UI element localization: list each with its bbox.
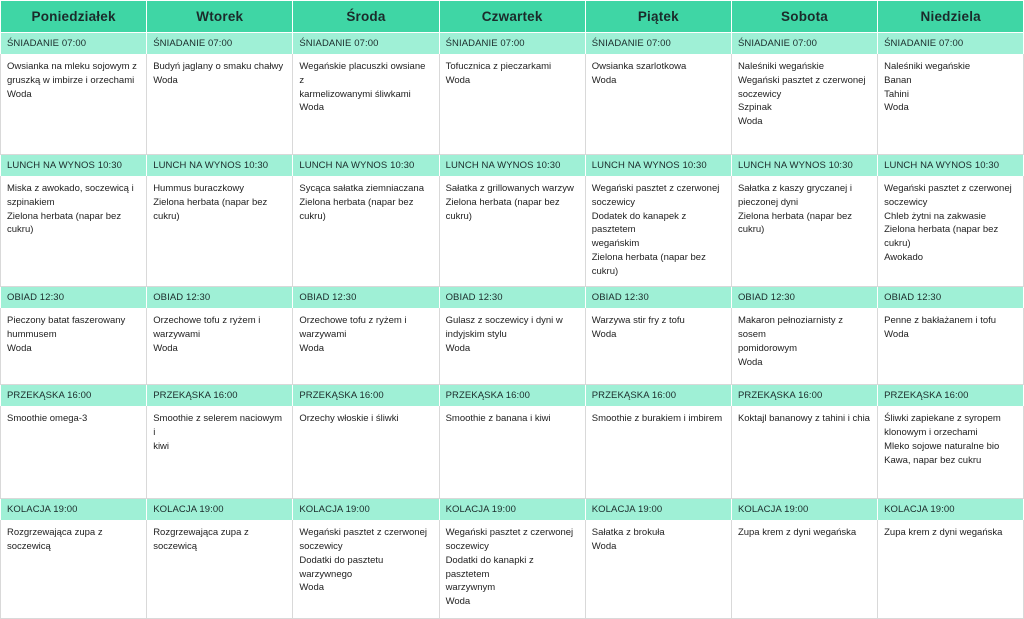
meal-line: Naleśniki wegańskie [737,61,825,72]
meal-line: Warzywa stir fry z tofu [591,315,685,327]
meal-line: Awokado [884,251,924,263]
meal-cell [731,176,877,287]
meal-cell [293,406,439,499]
meal-label-breakfast: ŚNIADANIE 07:00 [878,33,1024,55]
meal-cell [1,176,147,287]
meal-line: pomidorowym [737,342,798,354]
meal-cell [731,520,877,619]
meal-line: Zielona herbata (napar bez cukru) [591,251,706,277]
meal-cell [585,308,731,385]
meal-line: Woda [884,102,909,114]
meal-cell [147,308,293,385]
meal-line: Woda [299,582,325,594]
meal-line: Woda [445,74,471,86]
meal-cell [731,406,877,499]
meal-line: Woda [737,116,763,128]
meal-label-breakfast: ŚNIADANIE 07:00 [147,33,293,55]
meal-line: wegańskim [591,238,640,250]
meal-cell [293,176,439,287]
day-header-wednesday: Środa [293,1,439,33]
meal-line: Naleśniki wegańskie [884,61,971,72]
meal-cell [293,54,439,155]
meal-label-supper: KOLACJA 19:00 [731,499,877,521]
meal-line: Woda [299,102,325,114]
table-header [1,1,1024,33]
meal-label-row-supper [1,499,1024,521]
meal-line: szpinakiem [7,196,55,208]
meal-cell [1,520,147,619]
meal-cell [585,54,731,155]
day-header-saturday: Sobota [731,1,877,33]
meal-line: Pieczony batat faszerowany [7,315,126,327]
meal-cell [731,308,877,385]
meal-cell [878,406,1024,499]
meal-line: Woda [445,342,471,354]
meal-label-obiad: OBIAD 12:30 [147,287,293,309]
meal-body-row-obiad [1,308,1024,385]
meal-cell [1,54,147,155]
meal-label-row-obiad [1,287,1024,309]
meal-cell [1,406,147,499]
meal-body-row-snack [1,406,1024,499]
meal-line: Woda [884,329,909,341]
meal-line: soczewicy [737,88,782,100]
meal-line: Tofucznica z pieczarkami [445,61,552,72]
meal-line: kiwi [153,440,170,452]
meal-label-lunch: LUNCH NA WYNOS 10:30 [293,155,439,177]
meal-cell [731,54,877,155]
meal-line: Mleko sojowe naturalne bio [884,440,1000,452]
meal-cell [878,308,1024,385]
meal-line: Woda [299,342,325,354]
meal-cell [147,406,293,499]
meal-cell [878,54,1024,155]
meal-cell [439,54,585,155]
meal-line: soczewicy [445,541,489,553]
day-header-friday: Piątek [585,1,731,33]
meal-line: Sałatka z grillowanych warzyw [445,183,574,194]
meal-label-snack: PRZEKĄSKA 16:00 [585,385,731,407]
meal-cell [878,176,1024,287]
meal-label-row-breakfast [1,33,1024,55]
meal-label-breakfast: ŚNIADANIE 07:00 [1,33,147,55]
meal-line: Sałatka z brokuła [591,527,665,539]
meal-line: Rozgrzewająca zupa z soczewicą [7,527,103,553]
meal-line: indyjskim stylu [445,329,507,341]
meal-line: Woda [591,74,617,86]
meal-label-obiad: OBIAD 12:30 [439,287,585,309]
meal-label-lunch: LUNCH NA WYNOS 10:30 [731,155,877,177]
meal-line: Woda [7,88,32,100]
meal-line: Wegański pasztet z czerwonej [299,527,427,539]
meal-cell [147,176,293,287]
meal-body-row-breakfast [1,54,1024,155]
meal-line: Kawa, napar bez cukru [884,454,982,466]
meal-line: klonowym i orzechami [884,427,978,439]
meal-line: Chleb żytni na zakwasie [884,210,987,222]
meal-cell [439,520,585,619]
meal-line: Zielona herbata (napar bez cukru) [445,196,560,222]
meal-label-supper: KOLACJA 19:00 [585,499,731,521]
meal-label-lunch: LUNCH NA WYNOS 10:30 [147,155,293,177]
meal-line: Sycąca sałatka ziemniaczana [299,183,424,194]
meal-line: Hummus buraczkowy [153,183,244,194]
meal-line: Orzechowe tofu z ryżem i [153,315,261,327]
day-header-sunday: Niedziela [878,1,1024,33]
meal-cell [585,406,731,499]
meal-label-row-snack [1,385,1024,407]
day-header-monday: Poniedziałek [1,1,147,33]
meal-line: Wegańskie placuszki owsiane z [299,61,426,86]
meal-label-snack: PRZEKĄSKA 16:00 [439,385,585,407]
meal-label-lunch: LUNCH NA WYNOS 10:30 [1,155,147,177]
meal-line: Zupa krem z dyni wegańska [884,527,1003,539]
meal-line: Woda [591,329,617,341]
meal-label-breakfast: ŚNIADANIE 07:00 [293,33,439,55]
meal-line: hummusem [7,329,57,341]
meal-label-snack: PRZEKĄSKA 16:00 [878,385,1024,407]
meal-line: Owsianka szarlotkowa [591,61,687,72]
meal-line: pieczonej dyni [737,196,799,208]
meal-line: Woda [445,596,471,608]
meal-line: Owsianka na mleku sojowym z [7,61,137,72]
meal-line: Smoothie z selerem naciowym i [153,413,283,439]
meal-label-obiad: OBIAD 12:30 [293,287,439,309]
meal-label-row-lunch [1,155,1024,177]
meal-line: karmelizowanymi śliwkami [299,88,411,100]
meal-line: soczewicy [591,196,636,208]
meal-line: Smoothie z banana i kiwi [445,413,551,425]
meal-line: Zielona herbata (napar bez cukru) [153,196,268,222]
meal-line: Budyń jaglany o smaku chałwy [153,61,284,72]
meal-line: Szpinak [737,102,772,114]
meal-line: warzywami [153,329,201,341]
meal-line: Gulasz z soczewicy i dyni w [445,315,563,327]
meal-line: Zielona herbata (napar bez cukru) [7,210,122,236]
meal-cell [439,406,585,499]
meal-label-obiad: OBIAD 12:30 [1,287,147,309]
day-header-tuesday: Wtorek [147,1,293,33]
meal-line: Koktajl bananowy z tahini i chia [737,413,870,425]
meal-label-lunch: LUNCH NA WYNOS 10:30 [585,155,731,177]
meal-line: Smoothie z burakiem i imbirem [591,413,723,425]
meal-cell [878,520,1024,619]
meal-line: Woda [591,541,617,553]
meal-line: Wegański pasztet z czerwonej [737,74,866,86]
meal-cell [1,308,147,385]
meal-body-row-lunch [1,176,1024,287]
meal-label-supper: KOLACJA 19:00 [147,499,293,521]
meal-label-lunch: LUNCH NA WYNOS 10:30 [878,155,1024,177]
meal-line: Woda [737,356,763,368]
meal-cell [439,308,585,385]
meal-label-snack: PRZEKĄSKA 16:00 [731,385,877,407]
meal-line: Rozgrzewająca zupa z soczewicą [153,527,249,553]
meal-label-breakfast: ŚNIADANIE 07:00 [585,33,731,55]
meal-label-breakfast: ŚNIADANIE 07:00 [731,33,877,55]
meal-label-supper: KOLACJA 19:00 [1,499,147,521]
meal-line: warzywami [299,329,347,341]
meal-line: Penne z bakłażanem i tofu [884,315,997,327]
meal-line: Wegański pasztet z czerwonej [884,183,1012,194]
meal-line: Orzechowe tofu z ryżem i [299,315,407,327]
meal-line: warzywnym [445,582,496,594]
meal-line: soczewicy [299,541,343,553]
meal-line: Smoothie omega-3 [7,413,88,425]
meal-line: Woda [7,342,32,354]
meal-line: Woda [153,342,178,354]
meal-line: Zielona herbata (napar bez cukru) [737,210,853,236]
meal-label-lunch: LUNCH NA WYNOS 10:30 [439,155,585,177]
meal-line: Sałatka z kaszy gryczanej i [737,183,852,194]
meal-line: Zielona herbata (napar bez cukru) [299,196,414,222]
meal-line: Miska z awokado, soczewicą i [7,183,134,194]
meal-line: Zielona herbata (napar bez cukru) [884,224,999,250]
meal-cell [585,176,731,287]
meal-line: Śliwki zapiekane z syropem [884,413,1001,425]
table-body [1,33,1024,619]
meal-label-snack: PRZEKĄSKA 16:00 [147,385,293,407]
day-header-thursday: Czwartek [439,1,585,33]
meal-cell [293,308,439,385]
meal-line: gruszką w imbirze i orzechami [7,74,135,86]
meal-label-snack: PRZEKĄSKA 16:00 [293,385,439,407]
meal-line: Tahini [884,88,909,100]
meal-line: Orzechy włoskie i śliwki [299,413,399,425]
meal-cell [585,520,731,619]
meal-line: Banan [884,74,912,86]
day-header-row [1,1,1024,33]
meal-line: Wegański pasztet z czerwonej [591,183,720,194]
meal-cell [293,520,439,619]
meal-label-supper: KOLACJA 19:00 [293,499,439,521]
meal-label-breakfast: ŚNIADANIE 07:00 [439,33,585,55]
meal-cell [147,520,293,619]
meal-line: soczewicy [884,196,928,208]
meal-line: Woda [153,74,178,86]
meal-label-obiad: OBIAD 12:30 [585,287,731,309]
meal-label-snack: PRZEKĄSKA 16:00 [1,385,147,407]
meal-cell [439,176,585,287]
meal-line: Zupa krem z dyni wegańska [737,527,857,539]
meal-body-row-supper [1,520,1024,619]
meal-label-obiad: OBIAD 12:30 [731,287,877,309]
meal-label-obiad: OBIAD 12:30 [878,287,1024,309]
meal-label-supper: KOLACJA 19:00 [878,499,1024,521]
meal-cell [147,54,293,155]
meal-line: Dodatki do pasztetu warzywnego [299,554,384,580]
meal-label-supper: KOLACJA 19:00 [439,499,585,521]
meal-line: Makaron pełnoziarnisty z sosem [737,315,844,341]
meal-line: Dodatki do kanapki z pasztetem [445,554,534,580]
meal-line: Wegański pasztet z czerwonej [445,527,574,539]
meal-line: Dodatek do kanapek z pasztetem [591,210,687,236]
